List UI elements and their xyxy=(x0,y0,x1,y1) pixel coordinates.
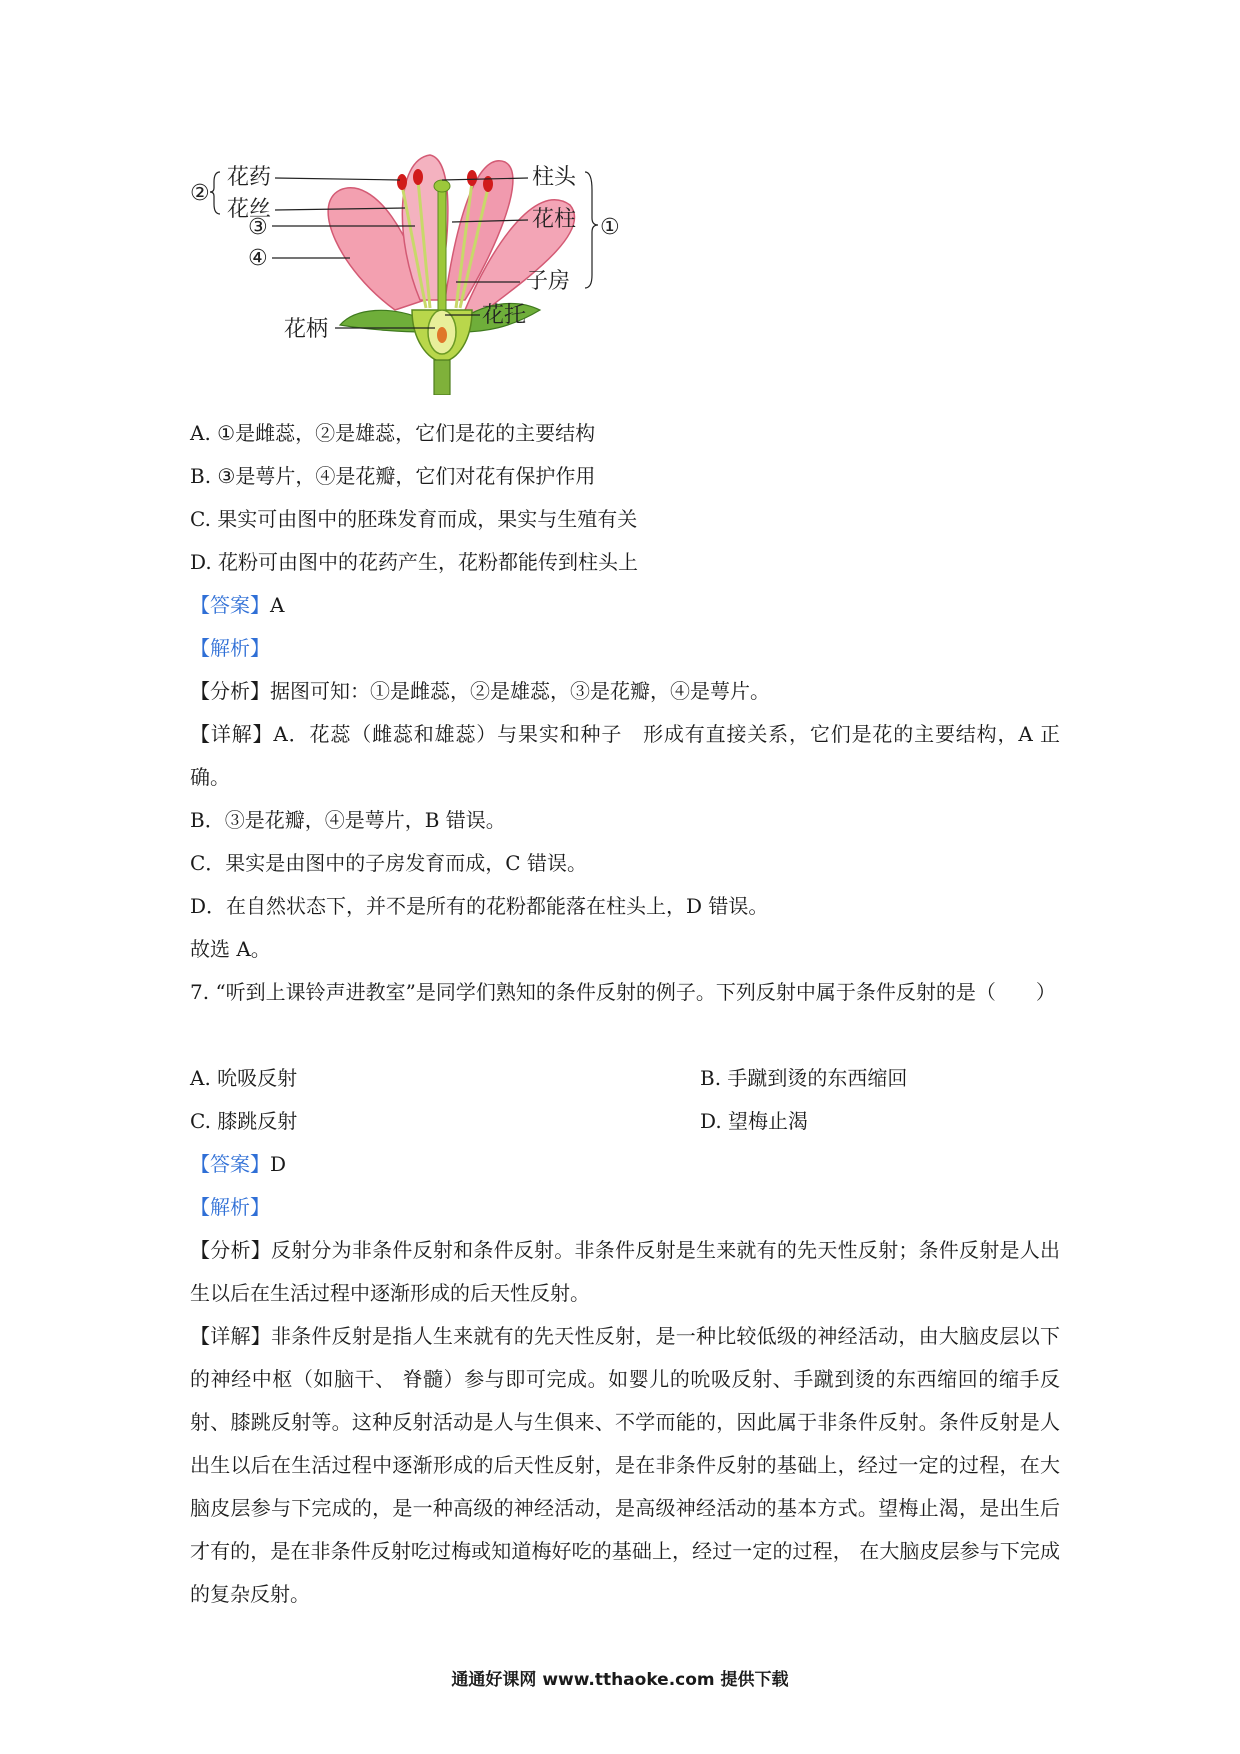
q7-xiangjie xyxy=(190,1315,1060,1616)
q6-conclusion: 故选 A。 xyxy=(190,937,271,961)
q6-xiangjie-d: D．在自然状态下，并不是所有的花粉都能落在柱头上，D 错误。 xyxy=(190,894,769,918)
q6-option-d: D. 花粉可由图中的花药产生，花粉都能传到柱头上 xyxy=(190,550,639,574)
q7-option-a: A. 吮吸反射 xyxy=(190,1066,298,1090)
anther-shape-2 xyxy=(413,169,423,185)
q7-option-b: B. 手蹴到烫的东西缩回 xyxy=(700,1066,908,1090)
mark-4-label: ④ xyxy=(248,246,268,271)
q6-answer-tag: 【答案】 xyxy=(190,593,270,617)
ovule-shape xyxy=(437,327,447,343)
q7-answer xyxy=(190,1151,286,1177)
q7-xiangjie-text: 非条件反射是指人生来就有的先天性反射，是一种比较低级的神经活动，由大脑皮层以下的神经中枢（如脑干、 脊髓）参与即可完成。如婴儿的吮吸反射、手蹴到烫的东西缩回的缩手反射、膝跳反射等。这种反射活动是人与生俱来、不学而能的，因此属于非条件反射。条件反射是人出生以后在生活过程中逐渐形成的后天性反射，是在非条件反射的基础上，经过一定的过程，在大脑皮层参与下完成的，是一种高级的神经活动，是高级神经活动的基本方式。望梅止渴，是出生后才有的，是在非条件反射吃过梅或知道梅好吃的基础上，经过一定的过程， 在大脑皮层参与下完成的复杂反射。 xyxy=(190,1324,1061,1606)
receptacle-label: 花托 xyxy=(482,303,527,328)
q6-option-b: B. ③是萼片，④是花瓣，它们对花有保护作用 xyxy=(190,464,596,488)
style-shape xyxy=(438,190,446,310)
q6-xiangjie-b: B．③是花瓣，④是萼片，B 错误。 xyxy=(190,808,506,832)
q6-analysis-tag: 【解析】 xyxy=(190,636,270,660)
flower-diagram xyxy=(190,150,730,395)
q7-analysis-tag: 【解析】 xyxy=(190,1195,270,1219)
q7-xiangjie-tag: 【详解】 xyxy=(190,1324,271,1348)
q7-stem: 7. “听到上课铃声进教室”是同学们熟知的条件反射的例子。下列反射中属于条件反射的是（ ） xyxy=(190,980,1056,1004)
pedicel-label: 花柄 xyxy=(284,317,329,342)
q6-fenxi-tag: 【分析】 xyxy=(190,679,270,703)
q6-option-a: A. ①是雌蕊，②是雄蕊，它们是花的主要结构 xyxy=(190,421,596,445)
stigma-label: 柱头 xyxy=(532,165,577,190)
q6-xiangjie-c: C．果实是由图中的子房发育而成，C 错误。 xyxy=(190,851,587,875)
q6-xiangjie-a xyxy=(190,713,1060,799)
anther-shape-1 xyxy=(397,174,407,190)
filament-label: 花丝 xyxy=(227,197,272,222)
mark-1-label: ① xyxy=(600,215,620,240)
q6-answer xyxy=(190,592,284,618)
q6-option-c: C. 果实可由图中的胚珠发育而成，果实与生殖有关 xyxy=(190,507,638,531)
q7-fenxi-tag: 【分析】 xyxy=(190,1238,271,1262)
anther-label: 花药 xyxy=(227,165,272,190)
page-footer: 通通好课网 www.tthaoke.com 提供下载 xyxy=(451,1670,789,1690)
q7-fenxi xyxy=(190,1229,1060,1315)
q6-answer-value: A xyxy=(270,593,285,617)
stigma-shape xyxy=(434,180,450,192)
q6-xiangjie-a-text: A．花蕊（雌蕊和雄蕊）与果实和种子 形成有直接关系，它们是花的主要结构，A 正确。 xyxy=(190,722,1060,789)
q6-fenxi xyxy=(190,678,770,704)
q7-answer-tag: 【答案】 xyxy=(190,1152,270,1176)
q7-answer-value: D xyxy=(270,1152,287,1176)
q7-option-d: D. 望梅止渴 xyxy=(700,1109,809,1133)
anther-shape-3 xyxy=(467,170,477,186)
mark-3-label: ③ xyxy=(248,215,268,240)
pedicel-shape xyxy=(434,360,450,395)
mark-2-label: ② xyxy=(190,181,210,206)
q7-option-c: C. 膝跳反射 xyxy=(190,1109,298,1133)
style-label: 花柱 xyxy=(532,207,577,232)
flower-structure-figure xyxy=(190,150,730,395)
q7-fenxi-text: 反射分为非条件反射和条件反射。非条件反射是生来就有的先天性反射；条件反射是人出生以后在生活过程中逐渐形成的后天性反射。 xyxy=(190,1238,1061,1305)
ovary-label: 子房 xyxy=(526,269,571,294)
q6-fenxi-text: 据图可知：①是雌蕊，②是雄蕊，③是花瓣，④是萼片。 xyxy=(270,679,770,703)
q6-xiangjie-tag: 【详解】 xyxy=(190,722,274,746)
